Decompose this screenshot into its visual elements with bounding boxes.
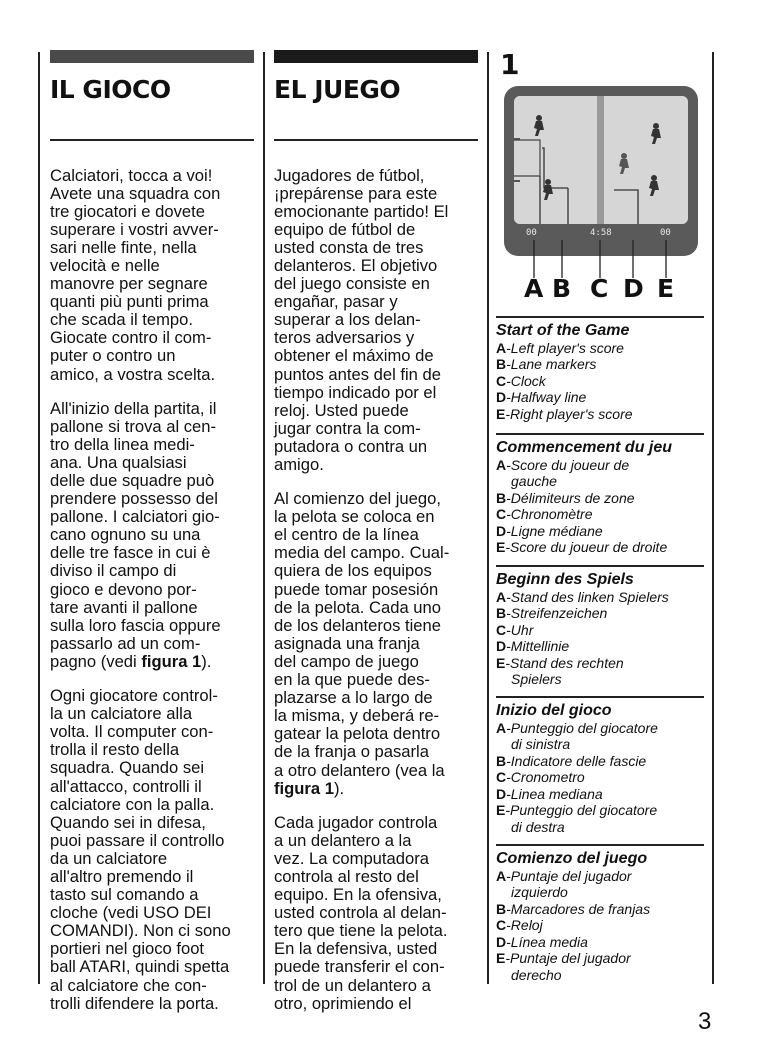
text-line: En la defensiva, usted — [274, 939, 438, 959]
right-score: 00 — [660, 228, 671, 238]
text-line: del campo de juego — [274, 651, 419, 671]
text-line: en la que puede des- — [274, 670, 430, 690]
text-line: diviso il campo di — [50, 561, 177, 581]
legend-text: Right player's score — [510, 405, 633, 422]
legend-key: D — [496, 785, 507, 802]
body-text — [50, 167, 254, 1013]
text-line: plazarse a lo largo de — [274, 688, 433, 708]
text-line: usted consta de tres — [274, 237, 424, 257]
legend-item — [496, 473, 704, 490]
text-line: ball ATARI, quindi spetta — [50, 957, 230, 977]
left-score: 00 — [526, 228, 537, 238]
game-screen-figure — [504, 86, 698, 256]
page-title: EL JUEGO — [274, 75, 401, 104]
text-line: asignada una franja — [274, 633, 420, 653]
legend-text: Marcadores de franjas — [510, 900, 651, 917]
legend-key: D — [496, 933, 507, 950]
text-line: all'altro premendo il — [50, 866, 194, 886]
halfway-line — [597, 96, 604, 224]
legend-item — [496, 884, 704, 901]
lane-marker — [514, 180, 520, 182]
legend-text: Chronomètre — [510, 506, 593, 523]
text-line: delanteros. El objetivo — [274, 255, 438, 275]
legend-spanish — [496, 844, 704, 984]
legend-key: B — [496, 356, 507, 373]
page-title: IL GIOCO — [50, 75, 171, 104]
legend-english — [496, 316, 704, 422]
legend-item: D-Línea media — [496, 933, 588, 950]
callout-letter-b: B — [552, 274, 572, 303]
text-line: Avete una squadra con — [50, 183, 221, 203]
paragraph — [274, 167, 478, 475]
legend-item — [496, 671, 704, 688]
text-line: emocionante partido! El — [274, 201, 449, 221]
legend-text: Lane markers — [510, 356, 597, 373]
body-text — [274, 167, 478, 1013]
legend-text: di destra — [511, 819, 565, 836]
text-line: equipo de fútbol de — [274, 219, 416, 239]
header-bar — [50, 50, 254, 63]
text-line: de la pelota. Cada uno — [274, 597, 441, 617]
paragraph — [50, 687, 254, 1013]
legend-key: E — [496, 802, 506, 819]
legend-key: B — [496, 605, 507, 622]
field-drawing — [514, 96, 688, 224]
legend-item — [496, 967, 704, 984]
legend-key: B — [496, 489, 507, 506]
text-line: gatear la pelota dentro — [274, 724, 441, 744]
legend-text: Ligne médiane — [510, 522, 603, 539]
text-line: manovre per segnare — [50, 274, 208, 294]
text-line: da un calciatore — [50, 848, 168, 868]
legend-key: D — [496, 389, 507, 406]
column-divider — [38, 52, 40, 984]
legend-text: Halfway line — [510, 389, 587, 406]
legend-item: E-Score du joueur de droite — [496, 539, 668, 556]
legend-text: Score du joueur de — [510, 456, 630, 473]
text-line: teros adversarios y — [274, 328, 415, 348]
legend-text: Clock — [510, 372, 546, 389]
legend-item: E-Punteggio del giocatore — [496, 802, 658, 819]
text-line: puoi passare il controllo — [50, 830, 225, 850]
text-line: gioco e devono por- — [50, 579, 197, 599]
text-line: obtener el máximo de — [274, 346, 434, 366]
legend-text: Score du joueur de droite — [510, 539, 668, 556]
text-line: tro della linea medi- — [50, 434, 195, 454]
legend-item: C-Chronomètre — [496, 506, 593, 523]
text-line: passarlo ad un com- — [50, 633, 201, 653]
figure-reference: figura 1 — [141, 651, 202, 671]
text-fragment: ). — [201, 651, 212, 671]
text-line: puntos antes del fin de — [274, 364, 441, 384]
text-fragment: pagno (vedi — [50, 651, 142, 671]
legend-key: A — [496, 867, 507, 884]
legend-item: A-Left player's score — [496, 339, 624, 356]
text-line: prendere possesso del — [50, 489, 218, 509]
text-line: trol de un delantero a — [274, 975, 431, 995]
text-line: media del campo. Cual- — [274, 543, 450, 563]
text-line: la misma, y deberá re- — [274, 706, 440, 726]
legend-text: di sinistra — [511, 736, 571, 753]
legend-text: Stand des rechten — [510, 654, 624, 671]
legend-key: C — [496, 621, 507, 638]
legend-item: B-Streifenzeichen — [496, 605, 608, 622]
text-line: tare avanti il pallone — [50, 597, 198, 617]
legend-text: gauche — [511, 473, 557, 490]
text-line: pallone. I calciatori gio- — [50, 507, 220, 527]
text-line: al calciatore che con- — [50, 975, 207, 995]
text-line: pallone si trova al cen- — [50, 416, 217, 436]
legend-italian — [496, 696, 704, 836]
legend-text: Reloj — [510, 917, 543, 934]
text-line: equipo. En la ofensiva, — [274, 885, 442, 905]
legend-key: A — [496, 588, 507, 605]
legend-rule — [496, 844, 704, 846]
italian-column — [50, 50, 254, 1029]
text-line: usted controla al delan- — [274, 903, 447, 923]
legend-key: E — [496, 654, 506, 671]
spanish-column — [274, 50, 478, 1029]
legend-text: Cronometro — [510, 769, 585, 786]
legend-heading: Beginn des Spiels — [496, 570, 634, 588]
text-line: calciatore con la palla. — [50, 794, 215, 814]
text-line: del juego consiste en — [274, 274, 430, 294]
legend-item — [496, 736, 704, 753]
legend-text: derecho — [511, 967, 562, 984]
legend-key: B — [496, 752, 507, 769]
legend-item: C-Clock — [496, 372, 546, 389]
legend-item: E-Puntaje del jugador — [496, 950, 631, 967]
text-line: puede transferir el con- — [274, 957, 445, 977]
legend-key: A — [496, 456, 507, 473]
legend-item: D-Linea mediana — [496, 785, 603, 802]
legend-item: B-Délimiteurs de zone — [496, 489, 635, 506]
legend-item: A-Punteggio del giocatore — [496, 719, 658, 736]
legend-text: Línea media — [510, 933, 588, 950]
legend-item: A-Score du joueur de — [496, 456, 630, 473]
title-rule — [50, 139, 254, 141]
legend-item: A-Puntaje del jugador — [496, 867, 632, 884]
legend-item: D-Mittellinie — [496, 638, 570, 655]
legend-text: Uhr — [510, 621, 534, 638]
legend-key: C — [496, 769, 507, 786]
legend-item: C-Uhr — [496, 621, 534, 638]
legend-rule — [496, 565, 704, 567]
text-line: jugar contra la com- — [274, 418, 421, 438]
text-line: quanti più punti prima — [50, 292, 209, 312]
legend-text: Délimiteurs de zone — [510, 489, 635, 506]
legend-key: E — [496, 539, 506, 556]
soccer-field — [514, 96, 688, 224]
text-line: vez. La computadora — [274, 848, 429, 868]
legend-key: C — [496, 372, 507, 389]
title-rule — [274, 139, 478, 141]
text-line: trolla il resto della — [50, 740, 180, 760]
paragraph — [274, 814, 478, 1013]
text-line: COMANDI). Non ci sono — [50, 921, 231, 941]
legend-text: Puntaje del jugador — [510, 867, 632, 884]
legend-text: Punteggio del giocatore — [510, 719, 658, 736]
text-line: a otro delantero (vea la — [274, 760, 445, 780]
text-line: putadora o contra un — [274, 436, 428, 456]
text-line: quiera de los equipos — [274, 561, 432, 581]
text-line: controla al resto del — [274, 866, 419, 886]
text-line: volta. Il computer con- — [50, 722, 214, 742]
text-line: portieri nel gioco foot — [50, 939, 205, 959]
column-divider — [263, 52, 265, 984]
column-divider — [712, 52, 714, 984]
paragraph — [274, 490, 478, 798]
legend-text: Indicatore delle fascie — [510, 752, 647, 769]
text-line: delle due squadre può — [50, 471, 215, 490]
legend-key: D — [496, 638, 507, 655]
text-line: amigo. — [274, 455, 324, 474]
legend-rule — [496, 316, 704, 318]
legend-heading: Comienzo del juego — [496, 849, 648, 867]
text-line: tero que tiene la pelota. — [274, 921, 448, 941]
text-line: All'inizio della partita, il — [50, 398, 217, 418]
legend-key: D — [496, 522, 507, 539]
legend-rule — [496, 433, 704, 435]
callout-letter-d: D — [623, 274, 644, 303]
clock-readout: 4:58 — [590, 228, 612, 238]
legend-text: Streifenzeichen — [510, 605, 608, 622]
text-line: a un delantero a la — [274, 830, 412, 850]
callout-letter-c: C — [590, 274, 609, 303]
text-line: cano ognuno su una — [50, 525, 201, 545]
text-line: el centro de la línea — [274, 525, 419, 545]
legend-item: B-Indicatore delle fascie — [496, 752, 647, 769]
text-line: Jugadores de fútbol, — [274, 165, 425, 185]
legend-item: E-Right player's score — [496, 405, 633, 422]
header-bar — [274, 50, 478, 63]
text-line: squadra. Quando sei — [50, 758, 205, 778]
legend-key: E — [496, 950, 506, 967]
text-line: puter o contro un — [50, 346, 176, 366]
legend-item: B-Marcadores de franjas — [496, 900, 651, 917]
text-line: Al comienzo del juego, — [274, 489, 441, 509]
legend-text: Linea mediana — [510, 785, 603, 802]
text-line: superare i vostri avver- — [50, 219, 219, 239]
text-line: Calciatori, tocca a voi! — [50, 165, 213, 185]
figure-reference: figura 1 — [274, 778, 334, 798]
text-line: ¡prepárense para este — [274, 183, 438, 203]
legend-text: izquierdo — [511, 884, 568, 901]
text-line: tasto sul comando a — [50, 885, 199, 905]
text-line: ana. Una qualsiasi — [50, 452, 187, 472]
text-line — [274, 780, 478, 798]
legend-french — [496, 433, 704, 556]
legend-rule — [496, 696, 704, 698]
text-line: all'attacco, controlli il — [50, 776, 202, 796]
legend-item: B-Lane markers — [496, 356, 597, 373]
legend-heading: Commencement du jeu — [496, 438, 673, 456]
legend-key: B — [496, 900, 507, 917]
text-line: che scada il tempo. — [50, 310, 193, 330]
legend-heading: Start of the Game — [496, 321, 630, 339]
legend-key: C — [496, 917, 507, 934]
text-line: amico, a vostra scelta. — [50, 364, 216, 384]
text-line: sari nelle finte, nella — [50, 237, 197, 257]
text-line: engañar, pasar y — [274, 292, 398, 312]
text-line: reloj. Usted puede — [274, 400, 409, 420]
text-line: la pelota se coloca en — [274, 507, 435, 527]
text-line: cloche (vedi USO DEI — [50, 903, 212, 923]
callout-letter-a: A — [524, 274, 544, 303]
text-line: Giocate contro il com- — [50, 328, 212, 348]
text-line: de la franja o pasarla — [274, 742, 429, 762]
legend-text: Stand des linken Spielers — [510, 588, 669, 605]
legend-text: Left player's score — [510, 339, 624, 356]
figure-number: 1 — [500, 48, 520, 81]
paragraph — [50, 167, 254, 384]
text-line: sulla loro fascia oppure — [50, 615, 221, 635]
legend-german — [496, 565, 704, 688]
column-divider — [487, 52, 489, 984]
legend-text: Puntaje del jugador — [510, 950, 631, 967]
text-line: Quando sei in difesa, — [50, 812, 206, 832]
text-line: velocità e nelle — [50, 255, 160, 275]
text-line: tre giocatori e dovete — [50, 201, 205, 221]
text-line: trolli difendere la porta. — [50, 993, 219, 1013]
paragraph — [50, 400, 254, 671]
text-line: la un calciatore alla — [50, 704, 193, 724]
text-line: puede tomar posesión — [274, 579, 439, 599]
legend-item: C-Cronometro — [496, 769, 585, 786]
legend-key: A — [496, 719, 507, 736]
legend-key: A — [496, 339, 507, 356]
legend-heading: Inizio del gioco — [496, 701, 612, 719]
page-number: 3 — [698, 1008, 712, 1035]
text-line: tiempo indicado por el — [274, 382, 437, 402]
legend-text: Spielers — [511, 671, 562, 688]
text-line: delle tre fasce in cui è — [50, 543, 211, 563]
text-line: otro, oprimiendo el — [274, 993, 412, 1013]
legend-text: Punteggio del giocatore — [510, 802, 658, 819]
text-fragment: ). — [333, 778, 345, 798]
text-line: superar a los delan- — [274, 310, 421, 330]
legend-item: C-Reloj — [496, 917, 543, 934]
legend-item: E-Stand des rechten — [496, 654, 624, 671]
legend-item — [496, 819, 704, 836]
legend-key: C — [496, 506, 507, 523]
legend-item: D-Halfway line — [496, 389, 587, 406]
callout-letter-e: E — [657, 274, 675, 303]
text-line: de los delanteros tiene — [274, 615, 441, 635]
legend-item: D-Ligne médiane — [496, 522, 603, 539]
text-line: Ogni giocatore control- — [50, 686, 218, 706]
text-line: Cada jugador controla — [274, 812, 438, 832]
legend-key: E — [496, 405, 506, 422]
legend-text: Mittellinie — [510, 638, 570, 655]
legend-item: A-Stand des linken Spielers — [496, 588, 669, 605]
text-line — [50, 653, 254, 671]
